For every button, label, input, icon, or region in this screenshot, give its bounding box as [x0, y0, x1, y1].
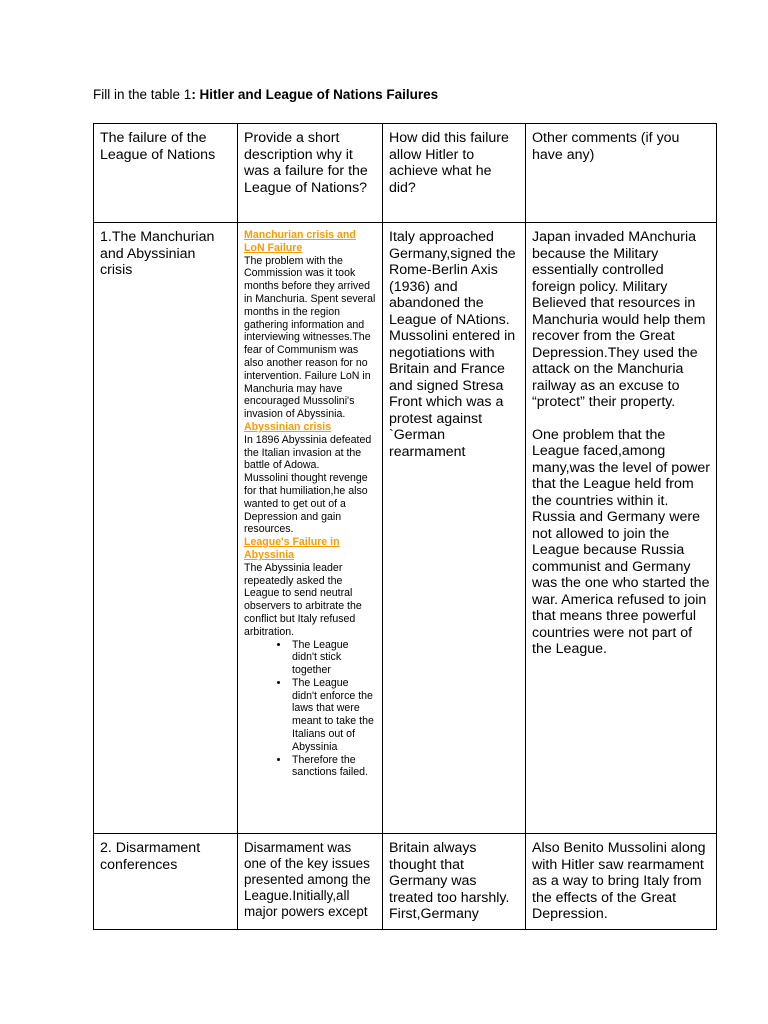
header-hitler: How did this failure allow Hitler to achieve what he did?: [383, 124, 526, 223]
header-description: Provide a short description why it was a failure for the League of Nations?: [238, 124, 383, 223]
page-title: [93, 87, 438, 102]
table-header-row: [94, 124, 717, 223]
failure-bullet-list: [244, 639, 376, 780]
row1-failure: 1.The Manchurian and Abyssinian crisis: [94, 223, 238, 834]
abyssinian-heading: Abyssinian crisis: [244, 420, 332, 433]
title-prefix: Fill in the table 1: [93, 87, 192, 102]
table-row: [94, 834, 717, 930]
row2-hitler: Britain always thought that Germany was treated too harshly. First,Germany: [383, 834, 526, 930]
league-failure-heading: League's Failure in Abyssinia: [244, 536, 340, 561]
row1-comment-2: One problem that the League faced,among many,was the level of power that the League held from the countries within it. Russia and Germany were not allowed to join the League because Russia communist and Germany was the one who started the war. America refused to join that means three powerful countries were not part of the League.: [532, 426, 710, 657]
list-item: • The League didn't enforce the laws that were meant to take the Italians out of Abyssinia: [290, 677, 376, 754]
abyssinian-text-1: In 1896 Abyssinia defeated the Italian invasion at the battle of Adowa.: [244, 433, 372, 472]
row1-description: [238, 223, 383, 834]
manchurian-heading: Manchurian crisis and LoN Failure: [244, 229, 356, 254]
row1-comment-1: Japan invaded MAnchuria because the Military essentially controlled foreign policy. Military Believed that resources in Manchuria would help them recover from the Great Depression.They used the attack on the Manchuria railway as an excuse to “protect” their property.: [532, 229, 706, 410]
row2-comments: Also Benito Mussolini along with Hitler saw rearmament as a way to bring Italy from the effects of the Great Depression.: [526, 834, 717, 930]
header-failure: The failure of the League of Nations: [94, 124, 238, 223]
list-item: • Therefore the sanctions failed.: [290, 754, 376, 780]
row2-failure: 2. Disarmament conferences: [94, 834, 238, 930]
abyssinian-text-2: Mussolini thought revenge for that humiliation,he also wanted to get out of a Depression and gain resources.: [244, 472, 368, 536]
league-failure-text: The Abyssinia leader repeatedly asked the League to send neutral observers to arbitrate the conflict but Italy refused arbitration.: [244, 561, 362, 638]
manchurian-text: The problem with the Commission was it took months before they arrived in Manchuria. Spent several months in the region gathering information and interviewing witnesses.The fear of Communism was also another reason for no intervention. Failure LoN in Manchuria may have encouraged Mussolini's invasion of Abyssinia.: [244, 254, 376, 421]
header-comments: Other comments (if you have any): [526, 124, 717, 223]
list-item: • The League didn't stick together: [290, 639, 376, 677]
title-bold: : Hitler and League of Nations Failures: [191, 87, 439, 102]
row1-comments: [526, 223, 717, 834]
row1-hitler: Italy approached Germany,signed the Rome-Berlin Axis (1936) and abandoned the League of NAtions. Mussolini entered in negotiations with Britain and France and signed Stresa Front which was a protest against `German rearmament: [383, 223, 526, 834]
failures-table: [93, 123, 717, 930]
table-row: [94, 223, 717, 834]
row2-description: Disarmament was one of the key issues presented among the League.Initially,all major powers except: [238, 834, 383, 930]
